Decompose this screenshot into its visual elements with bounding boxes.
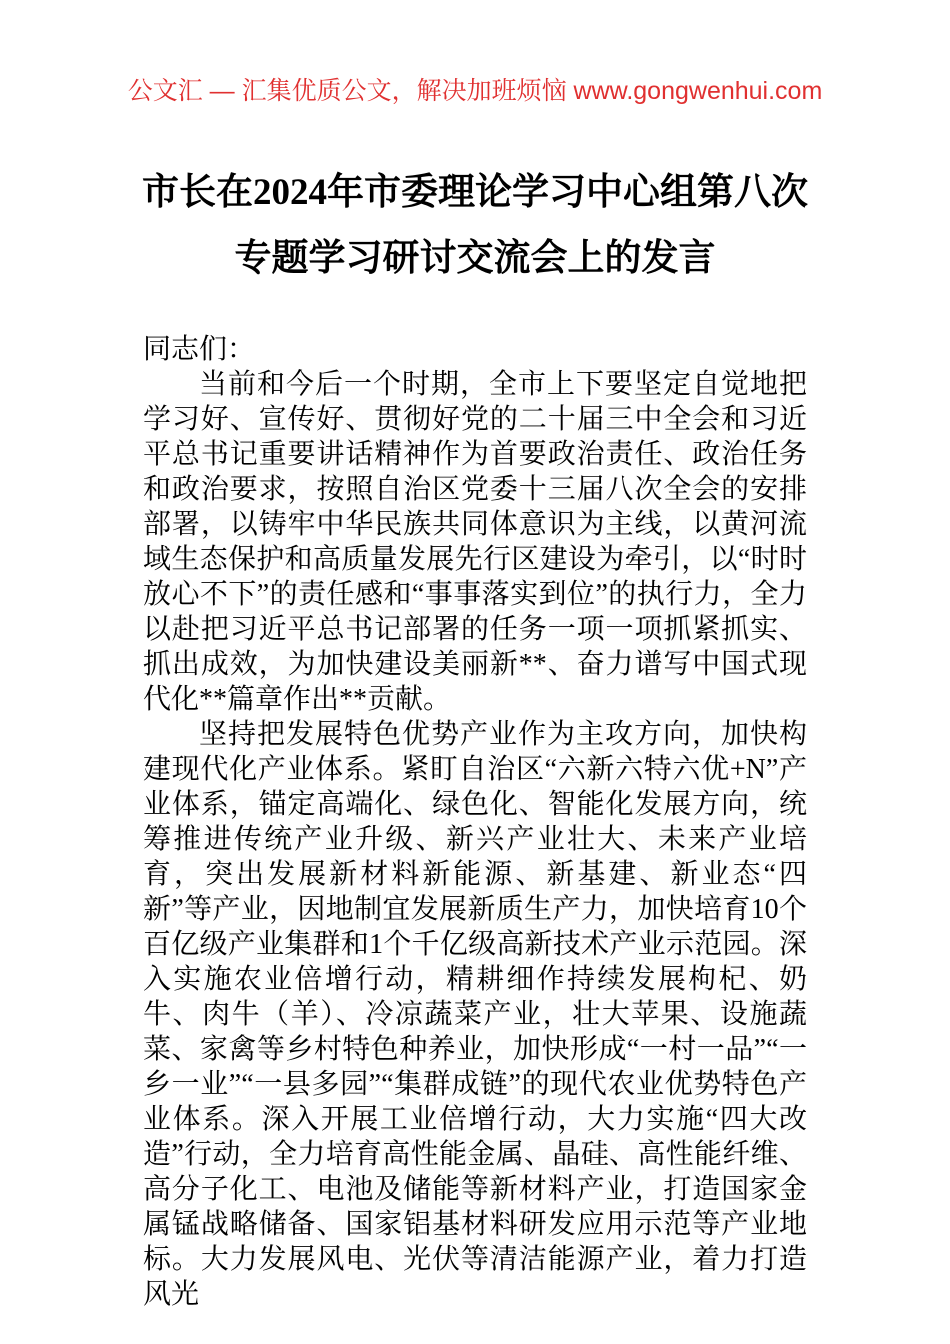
salutation: 同志们： xyxy=(143,334,256,365)
paragraph-1: 当前和今后一个时期，全市上下要坚定自觉地把学习好、宣传好、贯彻好党的二十届三中全会和习近平总书记重要讲话精神作为首要政治责任、政治任务和政治要求，按照自治区党委十三届八次全会的安排部署，以铸牢中华民族共同体意识为主线，以黄河流域生态保护和高质量发展先行区建设为牵引，以“时时放心不下”的责任感和“事事落实到位”的执行力，全力以赴把习近平总书记部署的任务一项一项抓紧抓实、抓出成效，为加快建设美丽新**、奋力谱写中国式现代化**篇章作出**贡献。 xyxy=(143,369,807,715)
document-title: 市长在2024年市委理论学习中心组第八次专题学习研讨交流会上的发言 xyxy=(142,172,808,279)
site-promo-text: 公文汇 — 汇集优质公文，解决加班烦恼 www.gongwenhui.com xyxy=(127,77,823,105)
document-body xyxy=(143,332,807,1312)
paragraph-2: 坚持把发展特色优势产业作为主攻方向，加快构建现代化产业体系。紧盯自治区“六新六特六优+N”产业体系，锚定高端化、绿色化、智能化发展方向，统筹推进传统产业升级、新兴产业壮大、未来产业培育，突出发展新材料新能源、新基建、新业态“四新”等产业，因地制宜发展新质生产力，加快培育10个百亿级产业集群和1个千亿级高新技术产业示范园。深入实施农业倍增行动，精耕细作持续发展枸杞、奶牛、肉牛（羊）、冷凉蔬菜产业，壮大苹果、设施蔬菜、家禽等乡村特色种养业，加快形成“一村一品”“一乡一业”“一县多园”“集群成链”的现代农业优势特色产业体系。深入开展工业倍增行动，大力实施“四大改造”行动，全力培育高性能金属、晶硅、高性能纤维、高分子化工、电池及储能等新材料产业，打造国家金属锰战略储备、国家铝基材料研发应用示范等产业地标。大力发展风电、光伏等清洁能源产业，着力打造风光 xyxy=(143,719,807,1310)
site-promo-banner xyxy=(0,0,950,106)
